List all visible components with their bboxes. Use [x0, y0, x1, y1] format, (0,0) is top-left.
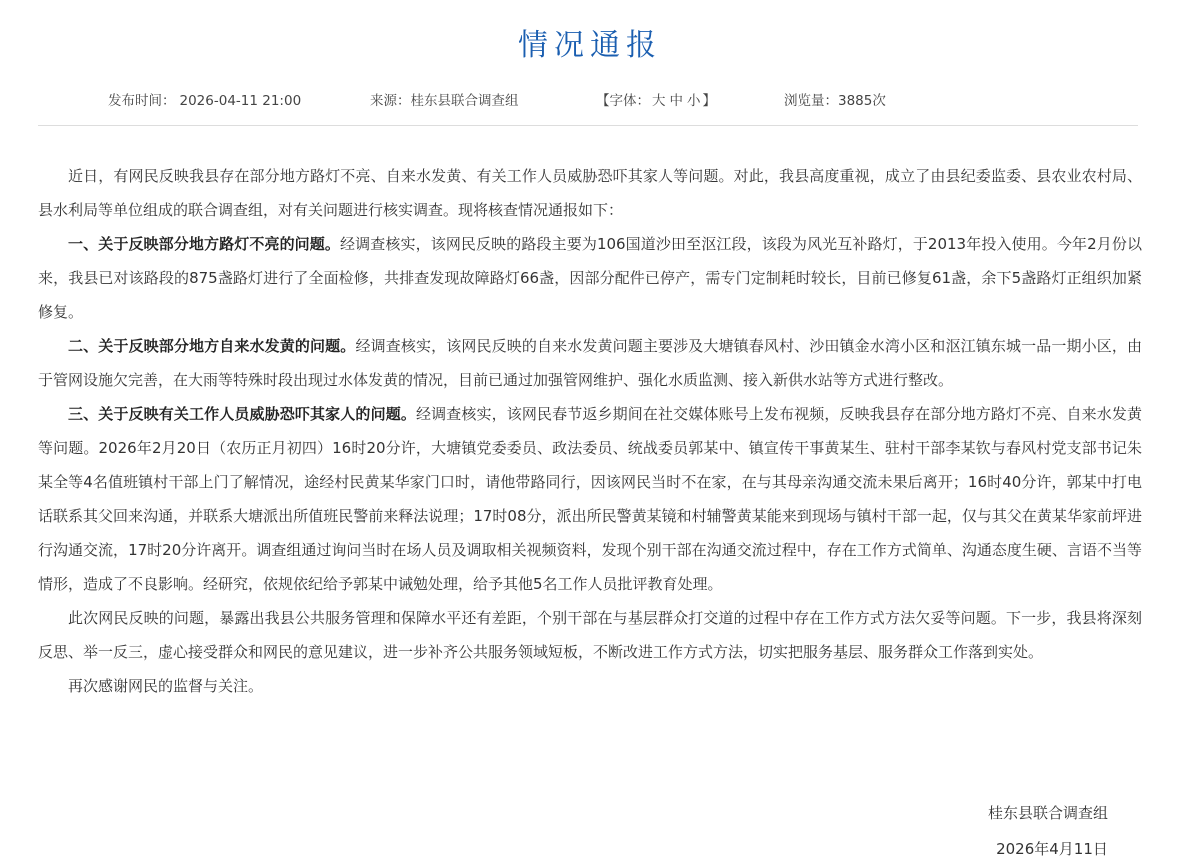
publish-time [108, 90, 301, 112]
view-count-label: 浏览量： [784, 93, 838, 109]
paragraph-thanks [38, 669, 1142, 703]
paragraph-text: 再次感谢网民的监督与关注。 [68, 677, 264, 695]
signature-org: 桂东县联合调查组 [987, 804, 1108, 822]
page-title: 情况通报 [518, 28, 662, 63]
paragraph-heading: 三、关于反映有关工作人员威胁恐吓其家人的问题。 [68, 405, 416, 423]
paragraph-heading: 一、关于反映部分地方路灯不亮的问题。 [68, 235, 341, 253]
paragraph-streetlights [38, 227, 1142, 329]
publish-time-value: 2026-04-11 21:00 [179, 93, 302, 109]
source-value: 桂东县联合调查组 [410, 93, 519, 109]
article-meta [0, 90, 1188, 112]
paragraph-next-steps [38, 601, 1142, 669]
paragraph-text: 此次网民反映的问题，暴露出我县公共服务管理和保障水平还有差距，个别干部在与基层群众打交道的过程中存在工作方式方法欠妥等问题。下一步，我县将深刻反思、举一反三，虚心接受群众和网民的意见建议，进一步补齐公共服务领域短板，不断改进工作方式方法，切实把服务基层、服务群众工作落到实处。 [38, 609, 1142, 661]
publish-time-label: 发布时间： [108, 93, 176, 109]
header-divider [38, 125, 1138, 126]
paragraph-text: 经调查核实，该网民反映的自来水发黄问题主要涉及大塘镇春风村、沙田镇金水湾小区和沤江镇东城一品一期小区，由于管网设施欠完善，在大雨等特殊时段出现过水体发黄的情况，目前已通过加强管网维护、强化水质监测、接入新供水站等方式进行整改。 [38, 337, 1142, 389]
paragraph-water [38, 329, 1142, 397]
signature-date: 2026年4月11日 [996, 840, 1108, 858]
source [370, 90, 519, 112]
paragraph-text: 经调查核实，该网民反映的路段主要为106国道沙田至沤江段，该段为风光互补路灯，于2013年投入使用。今年2月份以来，我县已对该路段的875盏路灯进行了全面检修，共排查发现故障路灯66盏，因部分配件已停产，需专门定制耗时较长，目前已修复61盏，余下5盏路灯正组织加紧修复。 [38, 235, 1142, 321]
font-size-large-link[interactable]: 大 [652, 93, 666, 109]
paragraph-text: 经调查核实，该网民春节返乡期间在社交媒体账号上发布视频，反映我县存在部分地方路灯不亮、自来水发黄等问题。2026年2月20日（农历正月初四）16时20分许，大塘镇党委委员、政法委员、统战委员郭某中、镇宣传干事黄某生、驻村干部李某钦与春风村党支部书记朱某全等4名值班镇村干部上门了解情况，途经村民黄某华家门口时，请他带路同行，因该网民当时不在家，在与其母亲沟通交流未果后离开；16时40分许，郭某中打电话联系其父回来沟通，并联系大塘派出所值班民警前来释法说理；17时08分，派出所民警黄某镜和村辅警黄某能来到现场与镇村干部一起，仅与其父在黄某华家前坪进行沟通交流，17时20分许离开。调查组通过询问当时在场人员及调取相关视频资料，发现个别干部在沟通交流过程中，存在工作方式简单、沟通态度生硬、言语不当等情形，造成了不良影响。经研究，依规依纪给予郭某中诫勉处理，给予其他5名工作人员批评教育处理。 [38, 405, 1142, 593]
view-count-value: 3885次 [838, 93, 886, 109]
paragraph-intro [38, 159, 1142, 227]
font-size-label: 【字体： [596, 93, 650, 109]
paragraph-staff-conduct [38, 397, 1142, 601]
font-size-medium-link[interactable]: 中 [669, 93, 683, 109]
article-body [38, 159, 1142, 703]
font-size-label-close: 】 [702, 93, 716, 109]
paragraph-heading: 二、关于反映部分地方自来水发黄的问题。 [68, 337, 356, 355]
font-size-switcher [596, 90, 716, 112]
paragraph-text: 近日，有网民反映我县存在部分地方路灯不亮、自来水发黄、有关工作人员威胁恐吓其家人等问题。对此，我县高度重视，成立了由县纪委监委、县农业农村局、县水利局等单位组成的联合调查组，对有关问题进行核实调查。现将核查情况通报如下： [38, 167, 1142, 219]
source-label: 来源： [370, 93, 411, 109]
font-size-small-link[interactable]: 小 [687, 93, 701, 109]
signature-block [988, 795, 1108, 867]
view-count [784, 90, 886, 112]
